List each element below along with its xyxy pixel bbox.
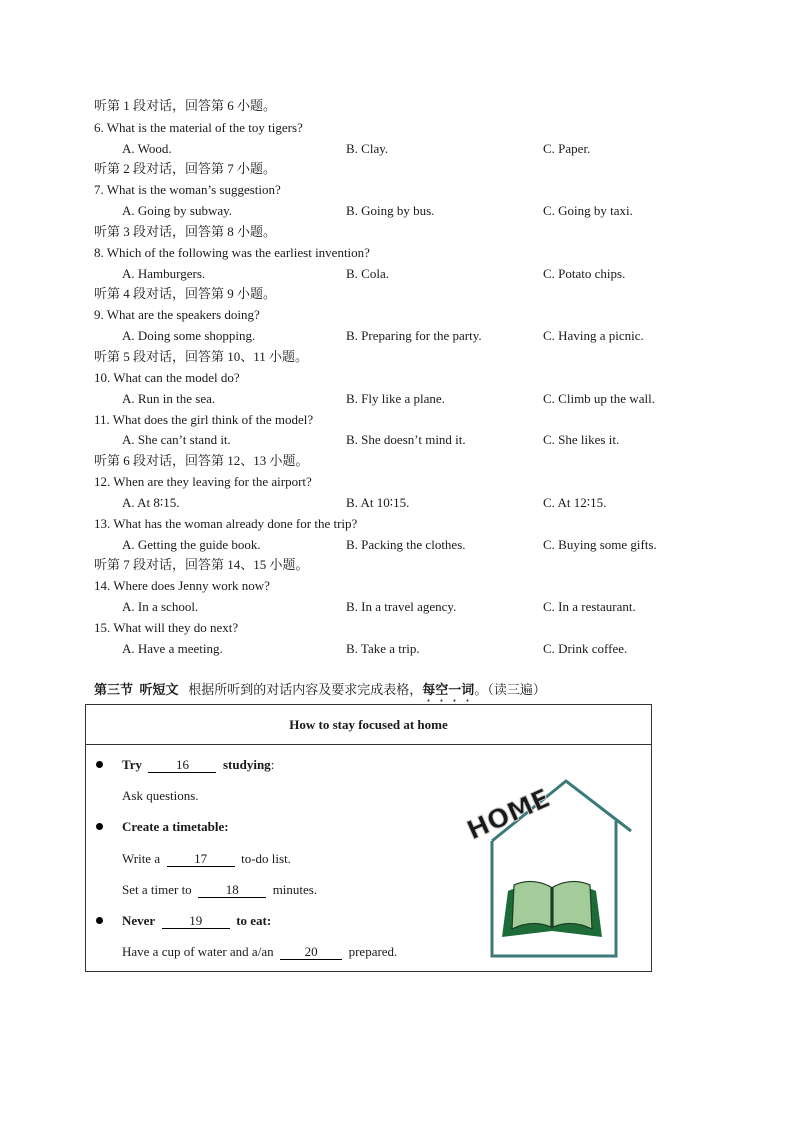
try-label: Try: [122, 757, 142, 772]
home-illustration: [456, 751, 636, 961]
never-label: Never: [122, 913, 156, 928]
option-6c: C. Paper.: [543, 141, 591, 156]
part3-label: 第三节: [94, 682, 134, 697]
blank-16[interactable]: 16: [148, 758, 216, 773]
minutes-label: minutes.: [272, 882, 318, 897]
timer-label: Set a timer to: [122, 882, 192, 897]
section-header-4: 听第 4 段对话，回答第 9 小题。: [94, 286, 277, 301]
option-11b: B. She doesn’t mind it.: [346, 432, 466, 447]
option-6a: A. Wood.: [122, 141, 172, 156]
part3-suffix: 。（读三遍）: [474, 682, 546, 697]
question-12: 12. When are they leaving for the airport?: [94, 474, 312, 489]
option-13b: B. Packing the clothes.: [346, 537, 466, 552]
row-try: [122, 757, 274, 773]
option-6b: B. Clay.: [346, 141, 389, 156]
bullet-3: [96, 917, 103, 924]
option-7b: B. Going by bus.: [346, 203, 435, 218]
option-7c: C. Going by taxi.: [543, 203, 633, 218]
section-header-3: 听第 3 段对话，回答第 8 小题。: [94, 224, 277, 239]
option-13c: C. Buying some gifts.: [543, 537, 657, 552]
section-header-1: 听第 1 段对话，回答第 6 小题。: [94, 98, 277, 113]
bullet-1: [96, 761, 103, 768]
option-14c: C. In a restaurant.: [543, 599, 636, 614]
question-8: 8. Which of the following was the earliest invention?: [94, 245, 370, 260]
question-11: 11. What does the girl think of the model?: [94, 412, 314, 427]
table-title: How to stay focused at home: [86, 705, 651, 745]
section-header-6: 听第 6 段对话，回答第 12、13 小题。: [94, 453, 309, 468]
option-12c: C. At 12∶15.: [543, 495, 607, 510]
write-label: Write a: [122, 851, 161, 866]
option-12a: A. At 8∶15.: [122, 495, 180, 510]
row-have: [122, 944, 397, 960]
question-6: 6. What is the material of the toy tigers?: [94, 120, 303, 135]
home-logo-text: HOME: [462, 783, 555, 847]
notes-table: [85, 704, 652, 972]
option-9a: A. Doing some shopping.: [122, 328, 256, 343]
option-9b: B. Preparing for the party.: [346, 328, 482, 343]
option-8c: C. Potato chips.: [543, 266, 626, 281]
row-timer: [122, 882, 317, 898]
option-8a: A. Hamburgers.: [122, 266, 206, 281]
part3-emphasis: 每空一词: [422, 682, 475, 697]
option-11a: A. She can’t stand it.: [122, 432, 231, 447]
prepared-label: prepared.: [348, 944, 398, 959]
bullet-2: [96, 823, 103, 830]
blank-20[interactable]: 20: [280, 945, 342, 960]
option-8b: B. Cola.: [346, 266, 389, 281]
option-12b: B. At 10∶15.: [346, 495, 410, 510]
studying-colon: :: [270, 757, 275, 772]
option-13a: A. Getting the guide book.: [122, 537, 261, 552]
blank-19[interactable]: 19: [162, 914, 230, 929]
part3-instruction: 根据所听到的对话内容及要求完成表格，: [188, 682, 423, 697]
option-15b: B. Take a trip.: [346, 641, 420, 656]
section-header-5: 听第 5 段对话，回答第 10、11 小题。: [94, 349, 309, 364]
blank-17[interactable]: 17: [167, 852, 235, 867]
row-timetable: Create a timetable:: [122, 819, 229, 834]
option-10b: B. Fly like a plane.: [346, 391, 445, 406]
question-9: 9. What are the speakers doing?: [94, 307, 260, 322]
question-10: 10. What can the model do?: [94, 370, 240, 385]
part3-title: 听短文: [139, 682, 179, 697]
section-header-2: 听第 2 段对话，回答第 7 小题。: [94, 161, 277, 176]
row-ask: Ask questions.: [122, 788, 199, 803]
studying-label: studying: [222, 757, 271, 772]
question-14: 14. Where does Jenny work now?: [94, 578, 270, 593]
option-9c: C. Having a picnic.: [543, 328, 644, 343]
option-10a: A. Run in the sea.: [122, 391, 216, 406]
option-15a: A. Have a meeting.: [122, 641, 223, 656]
part3-heading: [94, 682, 546, 705]
option-11c: C. She likes it.: [543, 432, 620, 447]
open-book-icon: [502, 881, 602, 937]
section-header-7: 听第 7 段对话，回答第 14、15 小题。: [94, 557, 309, 572]
option-7a: A. Going by subway.: [122, 203, 233, 218]
blank-18[interactable]: 18: [198, 883, 266, 898]
question-13: 13. What has the woman already done for the trip?: [94, 516, 358, 531]
todo-label: to-do list.: [241, 851, 291, 866]
option-14a: A. In a school.: [122, 599, 199, 614]
row-write: [122, 851, 291, 867]
option-15c: C. Drink coffee.: [543, 641, 628, 656]
question-15: 15. What will they do next?: [94, 620, 239, 635]
question-7: 7. What is the woman’s suggestion?: [94, 182, 281, 197]
option-10c: C. Climb up the wall.: [543, 391, 655, 406]
to-eat-label: to eat:: [236, 913, 272, 928]
have-label: Have a cup of water and a/an: [122, 944, 274, 959]
option-14b: B. In a travel agency.: [346, 599, 457, 614]
row-never: [122, 913, 271, 929]
